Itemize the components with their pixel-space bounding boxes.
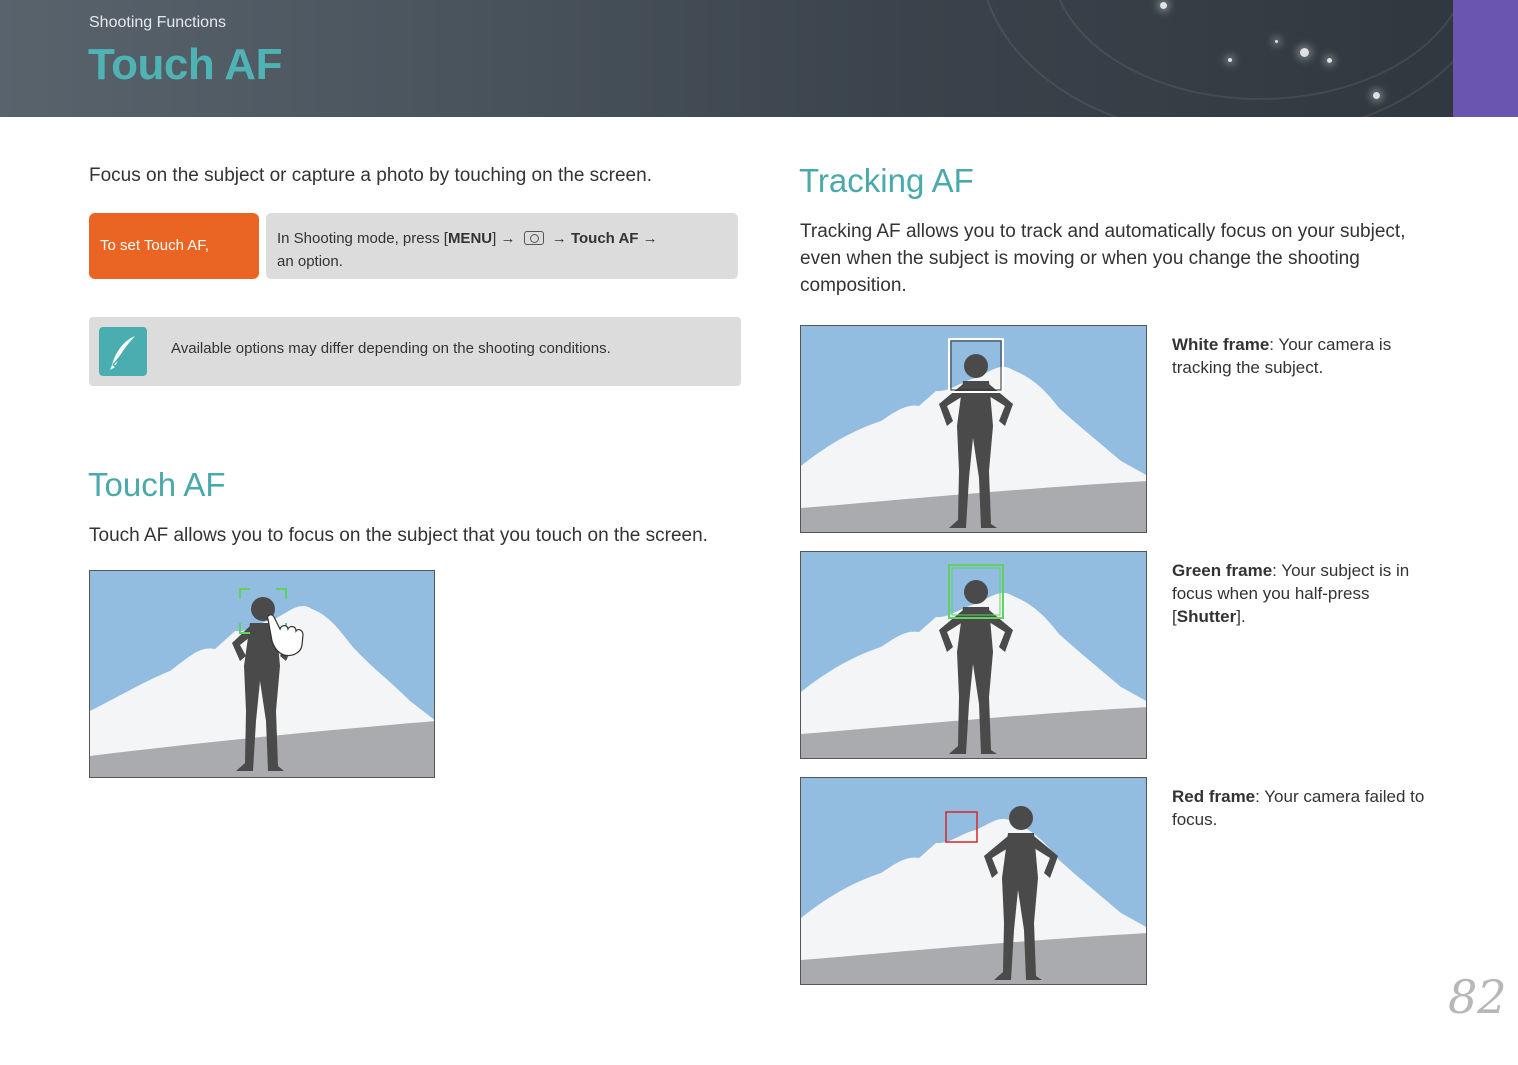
touch-af-description: Touch AF allows you to focus on the subject that you touch on the screen. [89,525,708,546]
shutter-button-label: Shutter [1176,607,1237,626]
red-frame-illustration [800,777,1147,985]
white-frame-illustration [800,325,1147,533]
step-mid: ] → [492,230,516,247]
white-frame-caption: White frame: Your camera is tracking the subject. [1172,335,1392,377]
touch-af-illustration [89,570,435,778]
tracking-af-heading: Tracking AF [799,162,974,199]
red-frame-caption: Red frame: Your camera failed to focus. [1172,787,1425,829]
arrow-end: → [642,230,658,247]
how-to-box [89,213,738,279]
section-label: Shooting Functions [89,14,226,31]
pen-note-icon [99,327,147,376]
menu-key: MENU [447,230,493,247]
tracking-af-description: Tracking AF allows you to track and automatically focus on your subject, even when the subject is moving or when you change the shooting composition. [800,221,1406,296]
red-frame-label: Red frame [1172,787,1256,806]
intro-text: Focus on the subject or capture a photo by touching on the screen. [89,165,652,186]
white-frame-label: White frame [1172,335,1270,354]
note-box [89,317,741,386]
green-frame-illustration [800,551,1147,759]
note-text: Available options may differ depending on the shooting conditions. [171,340,611,357]
page-title: Touch AF [88,40,282,89]
page-header [0,0,1518,117]
green-frame-label: Green frame [1172,561,1273,580]
touch-af-option: Touch AF [570,230,639,247]
green-frame-caption: Green frame: Your subject is in focus when you half-press [Shutter]. [1172,561,1410,626]
page-number: 82 [1448,970,1507,1024]
step-line2: an option. [277,253,343,270]
chapter-tab[interactable] [1453,0,1518,117]
how-to-steps [266,213,738,279]
touch-af-heading: Touch AF [88,466,226,503]
how-to-label: To set Touch AF, [89,213,259,279]
arrow: → [551,230,567,247]
camera-icon [524,231,544,245]
step-prefix: In Shooting mode, press [ [277,230,448,247]
